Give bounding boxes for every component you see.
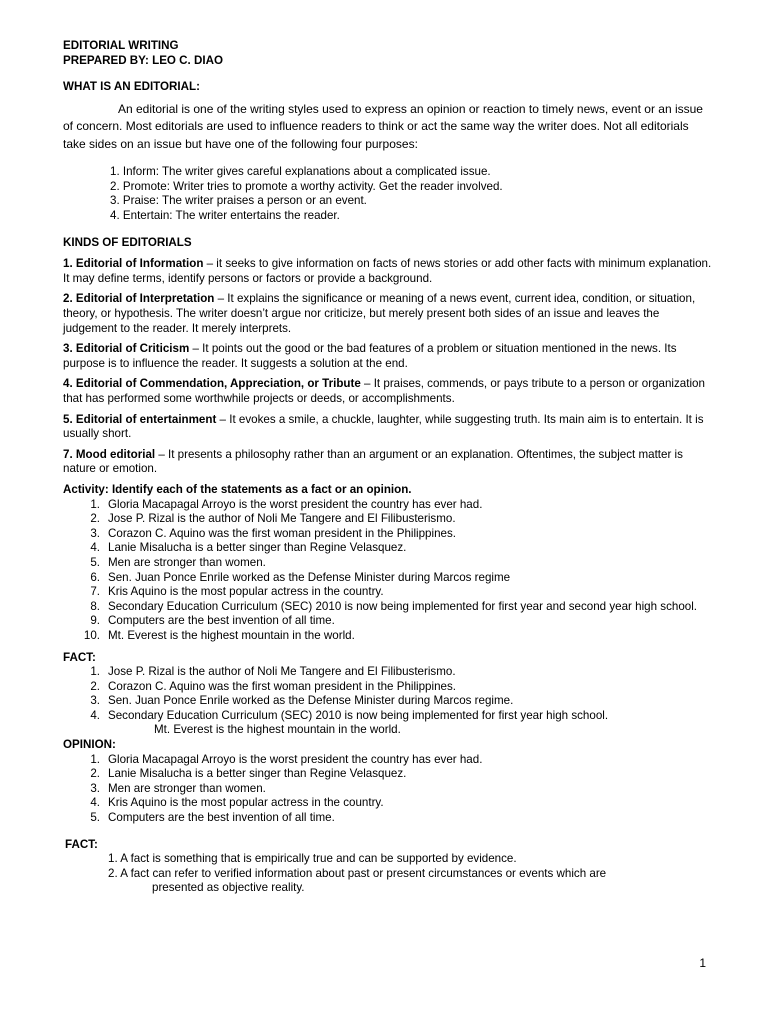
list-item — [63, 571, 713, 586]
list-item — [63, 556, 713, 571]
kind-item — [63, 377, 713, 406]
kind-text: – It points out the good or the bad features of a problem or situation mentioned in the news. Its purpose is to influence the reader. It suggests a solution at the end. — [63, 342, 677, 370]
item-text: Men are stronger than women. — [108, 555, 266, 569]
item-number: 1. — [90, 665, 100, 679]
list-item: 3. Praise: The writer praises a person or an event. — [110, 194, 367, 208]
list-item — [63, 512, 713, 527]
item-number: 10. — [83, 628, 100, 642]
item-number: 4. — [90, 541, 100, 555]
item-text: Secondary Education Curriculum (SEC) 2010 is now being implemented for first year high school. — [108, 708, 609, 722]
list-item — [63, 541, 713, 556]
list-item — [63, 527, 713, 542]
prepared-by: PREPARED BY: LEO C. DIAO — [63, 53, 223, 67]
kind-item — [63, 292, 713, 336]
intro-paragraph: An editorial is one of the writing styles used to express an opinion or reaction to timely news, event or an issue of concern. Most editorials are used to influence readers to think or act the same way the writer does. Not all editorials take sides on an issue but have one of the following four purposes: — [63, 101, 703, 151]
item-text: Men are stronger than women. — [108, 781, 266, 795]
list-item — [63, 782, 713, 797]
item-number: 3. — [90, 694, 100, 708]
kind-text: – It praises, commends, or pays tribute to a person or organization that has performed some worthwhile projects or deeds, or accomplishments. — [63, 377, 705, 405]
item-number: 4. — [90, 796, 100, 810]
list-item — [63, 709, 713, 724]
list-item — [63, 600, 713, 615]
list-item — [63, 767, 713, 782]
item-text: Lanie Misalucha is a better singer than Regine Velasquez. — [108, 541, 407, 555]
list-item — [63, 614, 713, 629]
item-text: Jose P. Rizal is the author of Noli Me Tangere and El Filibusterismo. — [108, 665, 456, 679]
list-item — [63, 498, 713, 513]
kind-term: 3. Editorial of Criticism — [63, 342, 190, 356]
kind-item — [63, 413, 713, 442]
list-item-continuation: presented as objective reality. — [152, 881, 305, 895]
kind-text: – It evokes a smile, a chuckle, laughter, while suggesting truth. Its main aim is to entertain. It is usually short. — [63, 412, 704, 441]
item-text: Gloria Macapagal Arroyo is the worst president the country has ever had. — [108, 497, 483, 511]
kind-term: 4. Editorial of Commendation, Appreciation, or Tribute — [63, 377, 361, 391]
item-text: Secondary Education Curriculum (SEC) 2010 is now being implemented for first year and second year high school. — [108, 599, 698, 613]
item-number: 1. — [90, 497, 100, 511]
what-is-heading: WHAT IS AN EDITORIAL: — [63, 80, 200, 94]
kind-text: – It presents a philosophy rather than an argument or an explanation. Oftentimes, the subject matter is nature or emotion. — [63, 447, 683, 476]
item-text: Lanie Misalucha is a better singer than Regine Velasquez. — [108, 767, 407, 781]
list-item: 1. A fact is something that is empirically true and can be supported by evidence. — [108, 852, 517, 866]
opinion-answers-heading: OPINION: — [63, 738, 116, 752]
kind-text: – it seeks to give information on facts of news stories or add other facts with minimum explanation. It may define terms, identify persons or factors or provide a background. — [63, 257, 712, 285]
list-item — [63, 585, 713, 600]
item-text: Corazon C. Aquino was the first woman president in the Philippines. — [108, 526, 456, 540]
list-item: 2. Promote: Writer tries to promote a worthy activity. Get the reader involved. — [110, 179, 503, 193]
list-item: 1. Inform: The writer gives careful explanations about a complicated issue. — [110, 165, 491, 179]
item-text: Computers are the best invention of all time. — [108, 811, 335, 825]
purposes-list — [63, 165, 713, 223]
item-number: 4. — [90, 708, 100, 722]
list-item — [63, 694, 713, 709]
item-number: 2. — [90, 767, 100, 781]
list-item — [63, 629, 713, 644]
item-number: 2. — [90, 679, 100, 693]
kinds-heading: KINDS OF EDITORIALS — [63, 235, 192, 249]
item-text: Sen. Juan Ponce Enrile worked as the Defense Minister during Marcos regime — [108, 570, 511, 584]
document-page — [63, 39, 713, 896]
fact-answers-heading: FACT: — [63, 650, 96, 664]
item-text: Computers are the best invention of all time. — [108, 614, 335, 628]
opinion-answers-list — [63, 753, 713, 826]
item-text: Mt. Everest is the highest mountain in the world. — [108, 628, 355, 642]
item-number: 5. — [90, 811, 100, 825]
page-number: 1 — [699, 956, 706, 970]
list-item — [63, 753, 713, 768]
item-number: 6. — [90, 570, 100, 584]
item-number: 3. — [90, 781, 100, 795]
activity-list — [63, 498, 713, 644]
kind-term: 5. Editorial of entertainment — [63, 412, 217, 426]
kind-item — [63, 448, 713, 477]
kind-term: 7. Mood editorial — [63, 447, 156, 461]
list-item — [63, 665, 713, 680]
list-item: 4. Entertain: The writer entertains the reader. — [110, 209, 340, 223]
item-text: Kris Aquino is the most popular actress in the country. — [108, 796, 384, 810]
item-number: 2. — [90, 512, 100, 526]
item-number: 5. — [90, 555, 100, 569]
activity-heading: Activity: Identify each of the statements as a fact or an opinion. — [63, 482, 412, 496]
list-item — [63, 796, 713, 811]
item-number: 3. — [90, 526, 100, 540]
list-item — [63, 811, 713, 826]
document-title: EDITORIAL WRITING — [63, 39, 179, 52]
kind-term: 1. Editorial of Information — [63, 257, 204, 271]
list-item: 2. A fact can refer to verified information about past or present circumstances or events which are — [108, 866, 607, 880]
item-text: Gloria Macapagal Arroyo is the worst president the country has ever had. — [108, 752, 483, 766]
item-number: 7. — [90, 585, 100, 599]
item-number: 9. — [90, 614, 100, 628]
fact-answers-list — [63, 665, 713, 723]
item-number: 8. — [90, 599, 100, 613]
item-text: Kris Aquino is the most popular actress in the country. — [108, 585, 384, 599]
item-text: Sen. Juan Ponce Enrile worked as the Defense Minister during Marcos regime. — [108, 694, 514, 708]
kind-item — [63, 257, 713, 286]
list-item — [63, 680, 713, 695]
item-number: 1. — [90, 752, 100, 766]
kind-item — [63, 342, 713, 371]
fact-extra-item: Mt. Everest is the highest mountain in the world. — [154, 723, 401, 737]
fact-definition-list — [63, 852, 713, 896]
fact-definition-heading: FACT: — [65, 837, 98, 851]
kind-text: – It explains the significance or meaning of a news event, current idea, condition, or situation, theory, or hypothesis. The writer doesn’t argue nor criticize, but merely present both sides of an issue and leaves the judgement to the reader. It merely interprets. — [63, 292, 696, 335]
item-text: Corazon C. Aquino was the first woman president in the Philippines. — [108, 679, 456, 693]
kind-term: 2. Editorial of Interpretation — [63, 292, 215, 306]
item-text: Jose P. Rizal is the author of Noli Me Tangere and El Filibusterismo. — [108, 512, 456, 526]
